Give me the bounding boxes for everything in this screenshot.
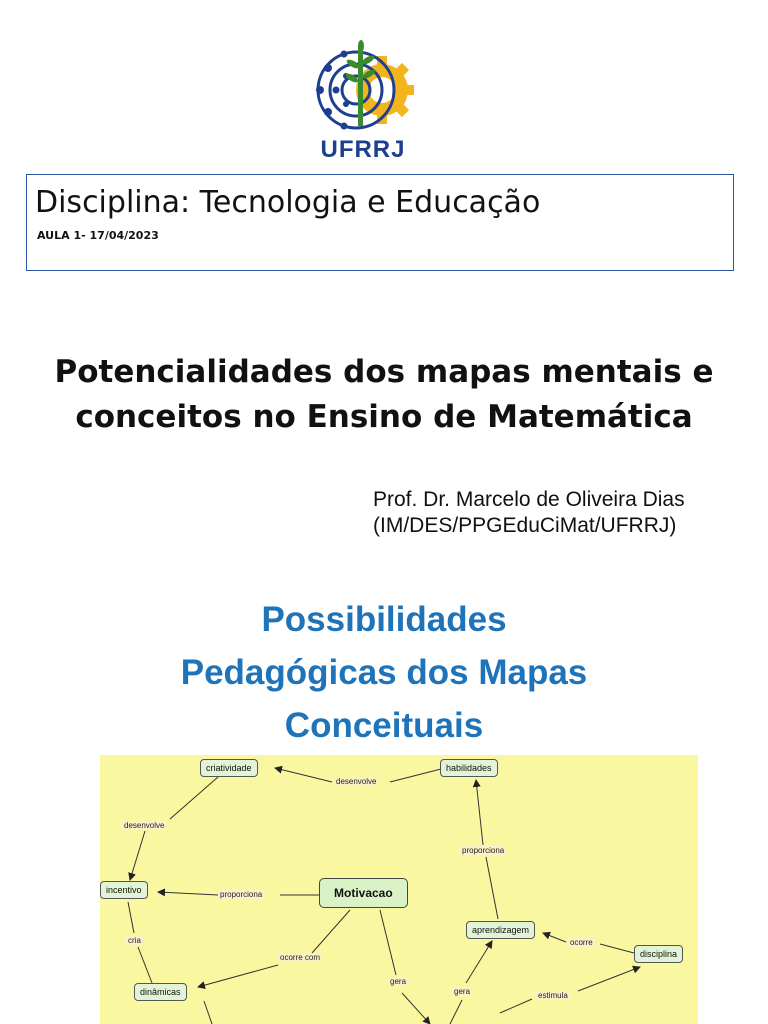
edge-dinamicas-down bbox=[204, 1001, 212, 1024]
main-title bbox=[0, 350, 768, 440]
edge-disciplina-ocorre bbox=[600, 944, 634, 953]
main-title-line-1: Potencialidades dos mapas mentais e bbox=[54, 354, 714, 390]
edge-motivacao-gera bbox=[380, 910, 396, 975]
edge-estimula-disciplina bbox=[578, 967, 640, 991]
author-block bbox=[373, 487, 685, 539]
logo-text: UFRRJ bbox=[320, 136, 406, 163]
link-estimula: estimula bbox=[538, 991, 568, 1000]
link-ocorre-com: ocorre com bbox=[280, 953, 321, 962]
node-aprendizagem: aprendizagem bbox=[466, 921, 535, 939]
section-title-line-3: Conceituais bbox=[284, 706, 484, 745]
author-name: Prof. Dr. Marcelo de Oliveira Dias bbox=[373, 488, 685, 511]
edge-motivacao-ocorre-com bbox=[312, 910, 350, 953]
concept-map bbox=[100, 755, 698, 1024]
edge-proporciona-habilidades bbox=[476, 780, 483, 845]
edge-incentivo-cria bbox=[128, 902, 134, 933]
edge-desenvolve-incentivo bbox=[130, 831, 145, 880]
ufrrj-logo bbox=[306, 38, 420, 162]
node-dinamicas: dinâmicas bbox=[134, 983, 187, 1001]
edge-cria-dinamicas bbox=[138, 947, 152, 983]
link-proporciona-center: proporciona bbox=[220, 890, 263, 899]
link-gera-1: gera bbox=[390, 977, 407, 986]
node-habilidades: habilidades bbox=[440, 759, 498, 777]
lesson-date: AULA 1- 17/04/2023 bbox=[37, 229, 159, 242]
link-proporciona-right: proporciona bbox=[462, 846, 505, 855]
author-affiliation: (IM/DES/PPGEduCiMat/UFRRJ) bbox=[373, 514, 677, 537]
section-title-line-2: Pedagógicas dos Mapas bbox=[180, 653, 588, 692]
edge-habilidades-desenvolve bbox=[390, 769, 441, 782]
link-cria: cria bbox=[128, 936, 141, 945]
edge-criatividade-desenvolve bbox=[170, 777, 218, 819]
edge-desenvolve-criatividade bbox=[275, 768, 332, 782]
link-gera-2: gera bbox=[454, 987, 471, 996]
edge-proporciona-incentivo bbox=[158, 892, 218, 895]
section-title-line-1: Possibilidades bbox=[261, 600, 507, 639]
edge-gera-aprendizagem bbox=[466, 941, 492, 983]
edge-estimula-lower bbox=[500, 999, 532, 1013]
ufrrj-gear-logo-icon bbox=[306, 38, 420, 138]
link-desenvolve-top: desenvolve bbox=[336, 777, 377, 786]
main-title-line-2: conceitos no Ensino de Matemática bbox=[75, 399, 693, 435]
discipline-box bbox=[26, 174, 734, 271]
node-disciplina: disciplina bbox=[634, 945, 683, 963]
link-ocorre: ocorre bbox=[570, 938, 593, 947]
node-incentivo: incentivo bbox=[100, 881, 148, 899]
section-title bbox=[0, 593, 768, 752]
node-motivacao: Motivacao bbox=[319, 878, 408, 908]
edge-gera-aprendizagem-lower bbox=[450, 1000, 462, 1024]
link-desenvolve-left: desenvolve bbox=[124, 821, 165, 830]
node-criatividade: criatividade bbox=[200, 759, 258, 777]
discipline-title: Disciplina: Tecnologia e Educação bbox=[35, 185, 541, 220]
edge-aprendizagem-proporciona bbox=[486, 857, 498, 919]
edge-ocorre-aprendizagem bbox=[543, 933, 566, 942]
edge-ocorre-com-dinamicas bbox=[198, 965, 278, 987]
edge-gera-down bbox=[402, 993, 430, 1024]
